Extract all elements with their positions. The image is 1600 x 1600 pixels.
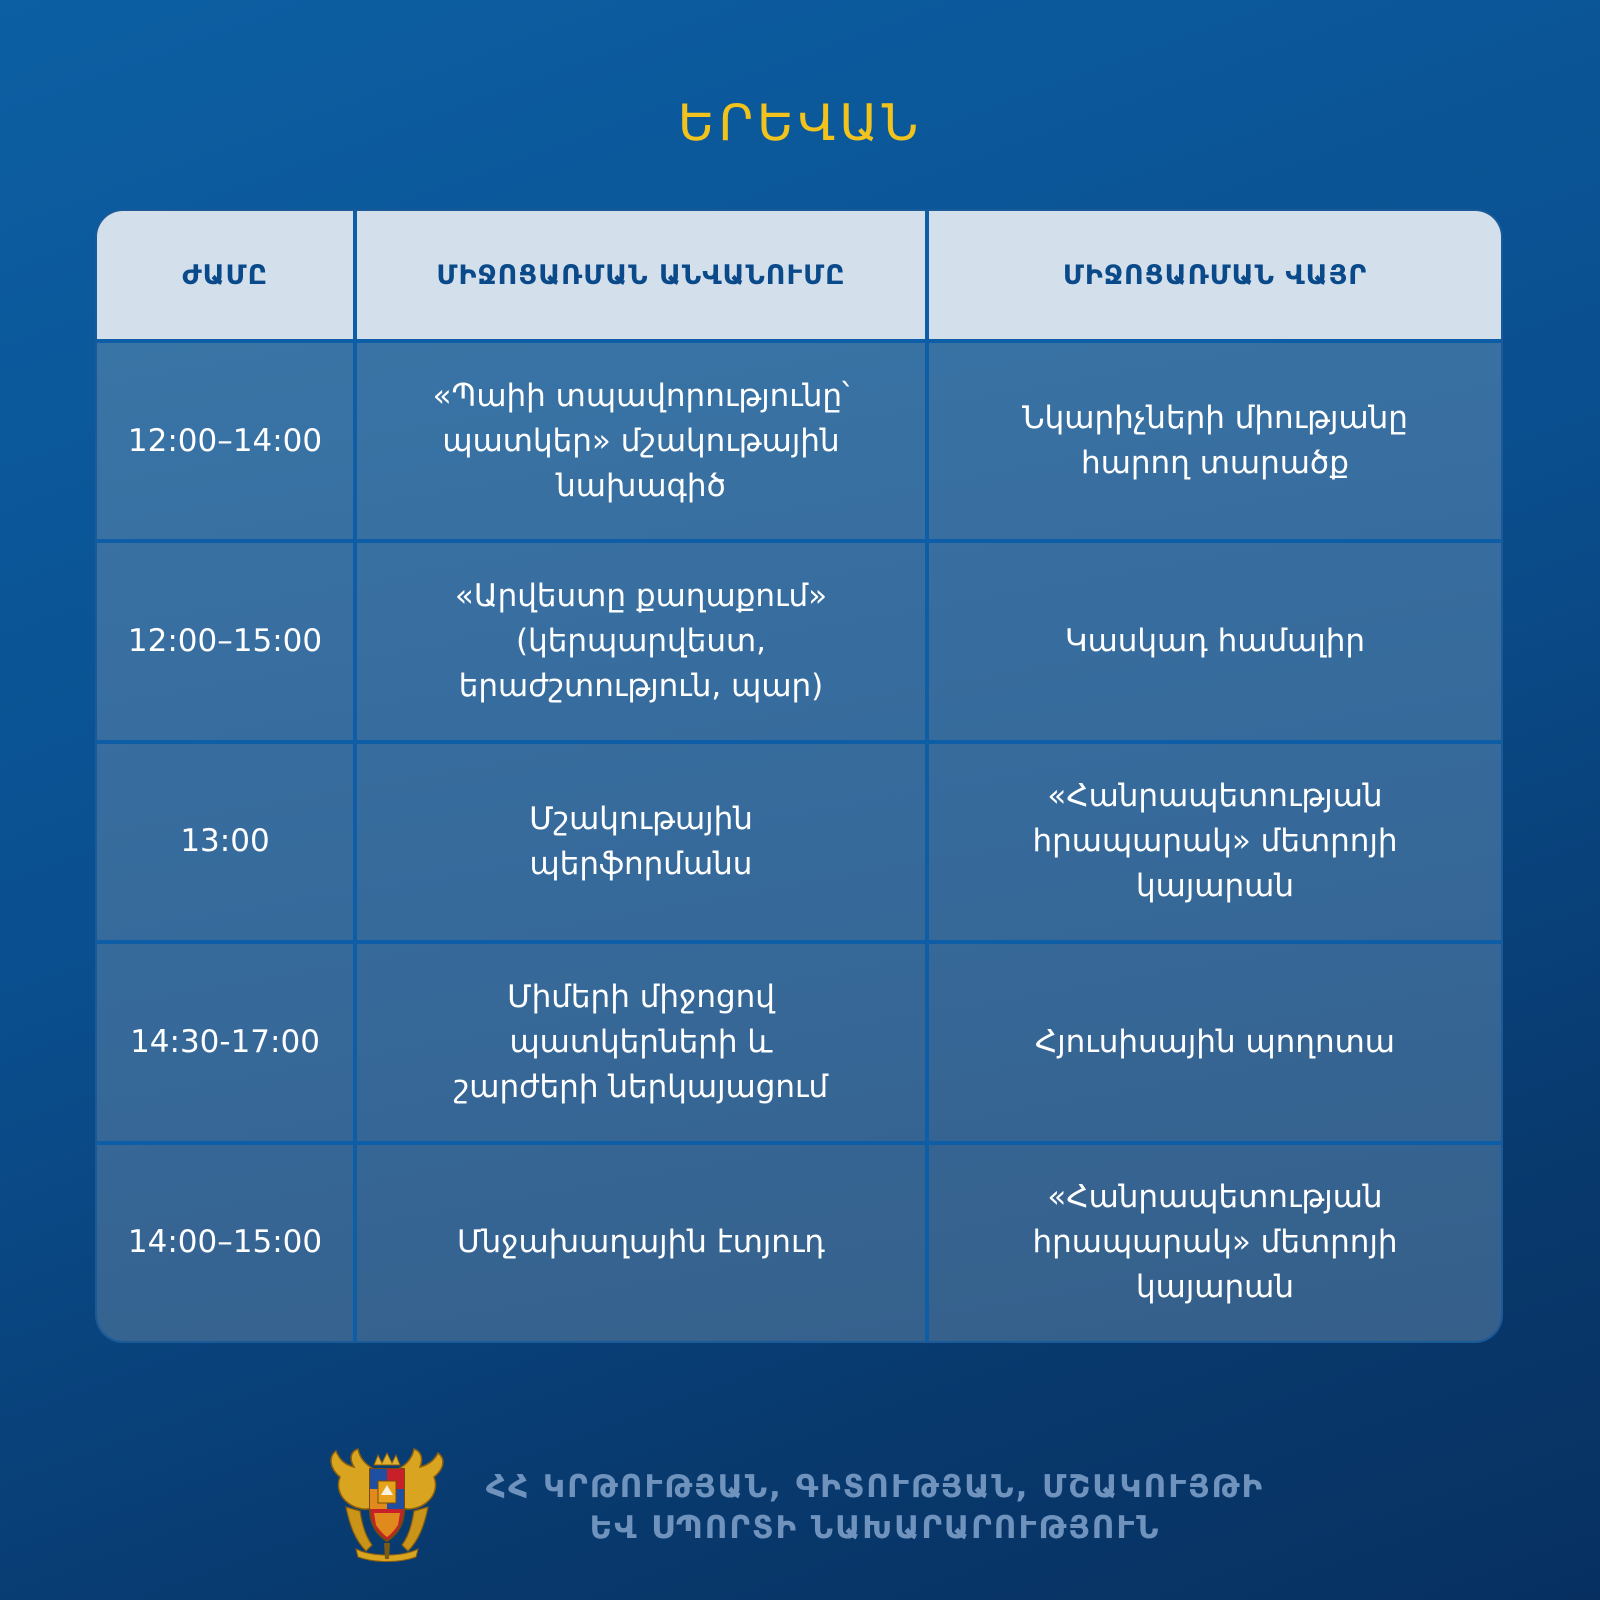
cell-line: Մշակութային [529, 800, 753, 837]
row-event-place [927, 742, 1501, 942]
cell-line: կայարան [1136, 1269, 1294, 1306]
cell-line: Մնջախաղային էտյուդ [457, 1224, 825, 1261]
cell-line: Հյուսիսային պողոտա [1035, 1023, 1395, 1060]
cell-line: կայարան [1136, 868, 1294, 905]
table-row [97, 942, 1501, 1142]
cell-line: «Պաիի տպավորությունը՝ [432, 377, 850, 414]
cell-line: «Հանրապետության [1047, 1179, 1383, 1216]
row-time: 12:00–14:00 [97, 341, 355, 541]
cell-line: հրապարակ» մետրոյի [1032, 1224, 1398, 1261]
header-event-place: ՄԻՋՈՑԱՌՄԱՆ ՎԱՅՐ [927, 211, 1501, 341]
cell-line: պերֆորմանս [529, 845, 753, 882]
row-time: 13:00 [97, 742, 355, 942]
cell-line: պատկերների և [509, 1023, 773, 1060]
armenia-coat-of-arms-icon [326, 1447, 448, 1563]
cell-line: «Արվեստը քաղաքում» [454, 578, 828, 615]
ministry-line-2: ԵՎ ՍՊՈՐՏԻ ՆԱԽԱՐԱՐՈՒԹՅՈՒՆ [589, 1510, 1161, 1546]
cell-line: Նկարիչների միությանը [1022, 400, 1408, 437]
row-event-name [355, 742, 927, 942]
header-time: ԺԱՄԸ [97, 211, 355, 341]
schedule-grid [97, 211, 1501, 1341]
table-row [97, 742, 1501, 942]
cell-line: շարժերի ներկայացում [453, 1068, 829, 1105]
ministry-name [480, 1467, 1270, 1549]
row-event-place [927, 942, 1501, 1142]
ministry-line-1: ՀՀ ԿՐԹՈՒԹՅԱՆ, ԳԻՏՈՒԹՅԱՆ, ՄՇԱԿՈՒՅԹԻ [485, 1469, 1265, 1505]
cell-line: հարող տարածք [1081, 445, 1349, 482]
row-event-name [355, 341, 927, 541]
cell-line: նախագիծ [556, 467, 726, 504]
table-header-row [97, 211, 1501, 341]
schedule-table [97, 211, 1501, 1341]
page-title: ԵՐԵՎԱՆ [677, 94, 923, 152]
row-time: 12:00–15:00 [97, 541, 355, 741]
cell-line: Միմերի միջոցով [507, 978, 775, 1015]
table-row [97, 341, 1501, 541]
row-event-place [927, 541, 1501, 741]
row-time: 14:00–15:00 [97, 1143, 355, 1341]
cell-line: երաժշտություն, պար) [458, 668, 824, 705]
table-row [97, 541, 1501, 741]
footer [0, 1445, 1600, 1565]
table-row [97, 1143, 1501, 1341]
cell-line: պատկեր» մշակութային [442, 422, 840, 459]
row-time: 14:30-17:00 [97, 942, 355, 1142]
header-event-name: ՄԻՋՈՑԱՌՄԱՆ ԱՆՎԱՆՈՒՄԸ [355, 211, 927, 341]
cell-line: «Հանրապետության [1047, 778, 1383, 815]
row-event-name [355, 942, 927, 1142]
row-event-place [927, 341, 1501, 541]
cell-line: հրապարակ» մետրոյի [1032, 823, 1398, 860]
row-event-place [927, 1143, 1501, 1341]
row-event-name [355, 541, 927, 741]
cell-line: (կերպարվեստ, [515, 623, 767, 660]
row-event-name [355, 1143, 927, 1341]
cell-line: Կասկադ համալիր [1064, 623, 1366, 660]
